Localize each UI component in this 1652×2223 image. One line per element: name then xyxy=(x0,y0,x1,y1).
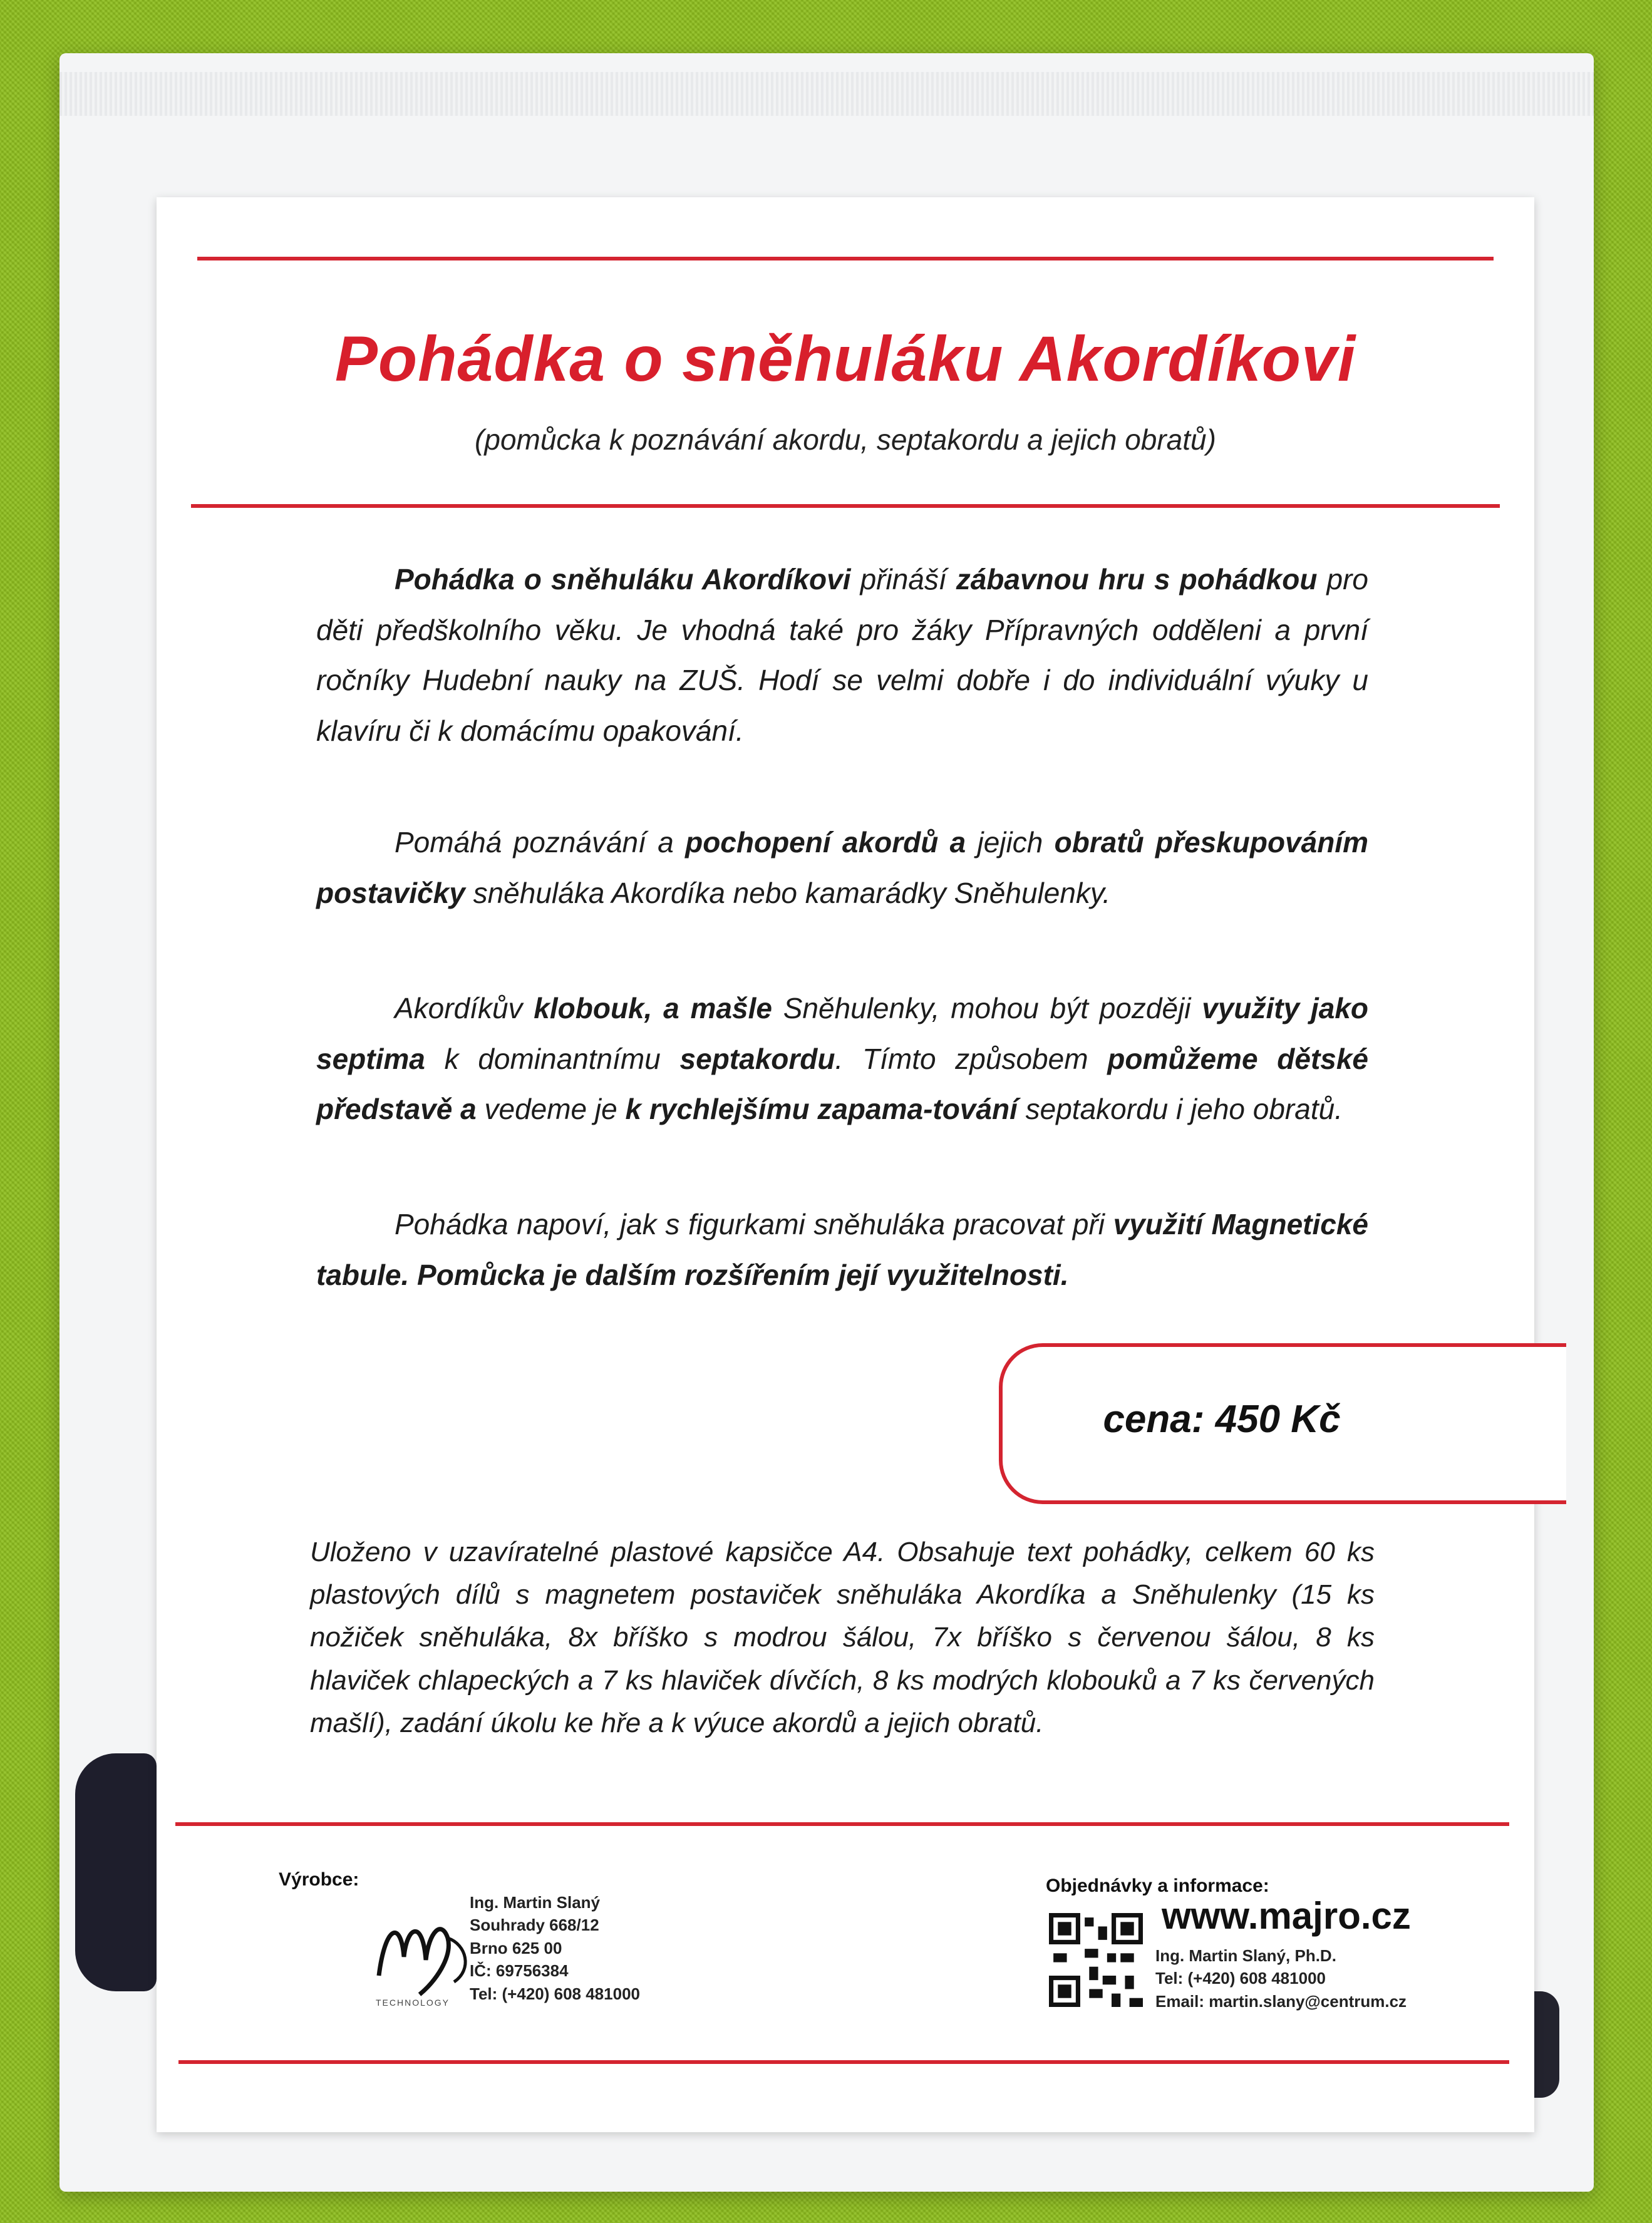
producer-address xyxy=(470,1891,640,2005)
bold-text-run: septakordu xyxy=(679,1042,835,1075)
description-paragraph-1 xyxy=(316,554,1368,756)
bold-text-run: využity jako septima xyxy=(316,992,1369,1075)
bold-text-run: zábavnou hru s pohádkou xyxy=(956,563,1318,596)
majro-logo-icon xyxy=(373,1901,485,2001)
producer-line: IČ: 69756384 xyxy=(470,1961,569,1981)
text-run: septakordu i jeho obratů. xyxy=(1017,1093,1343,1125)
text-run: vedeme je xyxy=(476,1093,626,1125)
orders-contact xyxy=(1155,1944,1407,2013)
text-run: Sněhulenky, mohou být později xyxy=(772,992,1202,1024)
text-run: k dominantnímu xyxy=(425,1042,680,1075)
magnet-piece-left xyxy=(75,1753,157,1991)
bold-text-run: Pohádka o sněhuláku Akordíkovi xyxy=(395,563,851,596)
bold-text-run: pomůžeme dětské představě a xyxy=(316,1042,1369,1125)
text-run: sněhuláka Akordíka nebo kamarádky Sněhulenky. xyxy=(465,876,1111,909)
divider-top xyxy=(197,257,1494,260)
website-link[interactable]: www.majro.cz xyxy=(1162,1895,1411,1937)
text-run: Pomáhá poznávání a xyxy=(395,826,686,859)
qr-code-icon xyxy=(1049,1913,1143,2007)
text-run: přináší xyxy=(850,563,956,596)
orders-line: Tel: (+420) 608 481000 xyxy=(1155,1969,1326,1988)
orders-line: Ing. Martin Slaný, Ph.D. xyxy=(1155,1946,1336,1965)
price-label: cena: 450 Kč xyxy=(1103,1398,1341,1441)
pocket-zip-rim xyxy=(59,72,1594,116)
description-paragraph-2 xyxy=(316,817,1368,918)
bold-text-run: obratů přeskupováním postavičky xyxy=(316,826,1368,909)
orders-line: Email: martin.slany@centrum.cz xyxy=(1155,1991,1407,2011)
text-run: pro děti předškolního věku. Je vhodná také pro žáky Přípravných odděleni a první ročníky Hudební nauky na ZUŠ. Hodí se velmi dobře i do individuální výuky u klavíru či k domácímu opakování. xyxy=(316,563,1368,747)
text-run: . Tímto způsobem xyxy=(835,1042,1108,1075)
bold-text-run: využití Magnetické tabule. Pomůcka je dalším rozšířením její využitelnosti. xyxy=(316,1208,1368,1291)
product-title: Pohádka o sněhuláku Akordíkovi xyxy=(334,323,1356,395)
product-subtitle: (pomůcka k poznávání akordu, septakordu a jejich obratů) xyxy=(475,423,1216,456)
producer-line: Ing. Martin Slaný xyxy=(470,1893,601,1912)
price-box xyxy=(999,1343,1566,1504)
text-run: jejich xyxy=(966,826,1055,859)
bold-text-run: k rychlejšímu zapama-tování xyxy=(625,1093,1018,1125)
description-paragraph-4 xyxy=(316,1199,1368,1300)
bold-text-run: klobouk, a mašle xyxy=(534,992,772,1024)
divider-footer-top xyxy=(175,1822,1509,1826)
divider-under-title xyxy=(191,504,1500,508)
text-run: Pohádka napoví, jak s figurkami sněhuláka pracovat při xyxy=(395,1208,1113,1240)
description-paragraph-3 xyxy=(316,983,1368,1135)
divider-footer-bottom xyxy=(178,2060,1509,2064)
producer-label: Výrobce: xyxy=(279,1869,359,1890)
package-info-text: Uloženo v uzavíratelné plastové kapsičce A4. Obsahuje text pohádky, celkem 60 ks plastových dílů s magnetem postaviček sněhuláka Akordíka a Sněhulenky (15 ks nožiček sněhuláka, 8x bříško s modrou šálou, 7x bříško s červenou šálou, 8 ks hlaviček chlapeckých a 7 ks hlaviček dívčích, 8 ks modrých klobouků a 7 ks červených mašlí), zadání úkolu ke hře a k výuce akordů a jejich obratů. xyxy=(310,1537,1375,1738)
logo-tagline: TECHNOLOGY xyxy=(376,1998,450,2008)
bold-text-run: pochopení akordů a xyxy=(685,826,966,859)
text-run: Akordíkův xyxy=(395,992,534,1024)
producer-line: Tel: (+420) 608 481000 xyxy=(470,1984,640,2003)
producer-line: Brno 625 00 xyxy=(470,1938,562,1957)
product-sheet xyxy=(157,197,1534,2132)
producer-line: Souhrady 668/12 xyxy=(470,1916,599,1935)
orders-label: Objednávky a informace: xyxy=(1046,1875,1269,1896)
